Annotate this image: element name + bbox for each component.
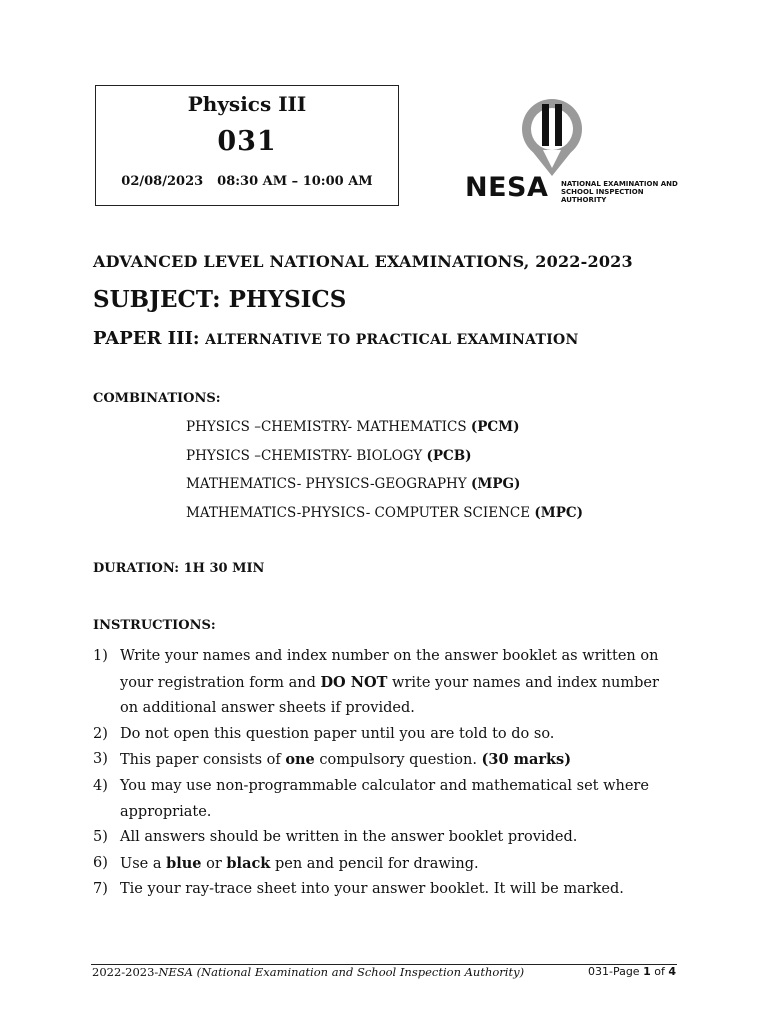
combination-item: MATHEMATICS-PHYSICS- COMPUTER SCIENCE (MPC) <box>186 504 583 521</box>
logo-full-name: NATIONAL EXAMINATION AND SCHOOL INSPECTION AUTHORITY <box>561 180 678 204</box>
combination-item: PHYSICS –CHEMISTRY- MATHEMATICS (PCM) <box>186 419 520 435</box>
duration: DURATION: 1H 30 MIN <box>93 561 265 576</box>
paper-code: 031 <box>217 126 277 157</box>
instruction-item: 4) You may use non-programmable calculator and mathematical set where appropriate. <box>93 777 649 820</box>
instruction-item: 7) Tie your ray-trace sheet into your answer booklet. It will be marked. <box>93 881 624 898</box>
instruction-item: 2) Do not open this question paper until you are told to do so. <box>93 725 555 742</box>
pencil-emblem-icon <box>510 96 600 176</box>
instructions-label: INSTRUCTIONS: <box>93 618 216 633</box>
combinations-list <box>186 418 583 532</box>
paper-subject: Physics III <box>187 92 307 116</box>
exam-title: ADVANCED LEVEL NATIONAL EXAMINATIONS, 2022-2023 <box>93 252 633 271</box>
exam-datetime <box>96 174 398 189</box>
nesa-logo <box>462 96 692 208</box>
instructions-list <box>93 644 673 903</box>
exam-header-box <box>95 85 399 206</box>
combination-item: MATHEMATICS- PHYSICS-GEOGRAPHY (MPG) <box>186 476 521 492</box>
exam-date: 02/08/2023 <box>121 174 204 189</box>
page-number: 031-Page 1 of 4 <box>587 965 676 978</box>
instruction-item: 3) This paper consists of one compulsory question. (30 marks) <box>93 751 572 769</box>
instruction-item: 6) Use a blue or black pen and pencil for drawing. <box>93 854 479 872</box>
instruction-item: 5) All answers should be written in the answer booklet provided. <box>93 829 578 846</box>
exam-time: 08:30 AM – 10:00 AM <box>217 174 373 189</box>
combinations-label: COMBINATIONS: <box>93 391 221 406</box>
instruction-item: 1) Write your names and index number on the answer booklet as written on your registration form and DO NOT write your names and index number on additional answer sheets if provided. <box>93 648 659 717</box>
combination-item: PHYSICS –CHEMISTRY- BIOLOGY (PCB) <box>186 447 472 464</box>
logo-acronym: NESA <box>465 172 549 203</box>
footer-authority: 2022-2023-NESA (National Examination and School Inspection Authority) <box>92 965 525 979</box>
subject-heading: SUBJECT: PHYSICS <box>93 286 347 313</box>
paper-heading: PAPER III: ALTERNATIVE TO PRACTICAL EXAMINATION <box>93 328 579 349</box>
